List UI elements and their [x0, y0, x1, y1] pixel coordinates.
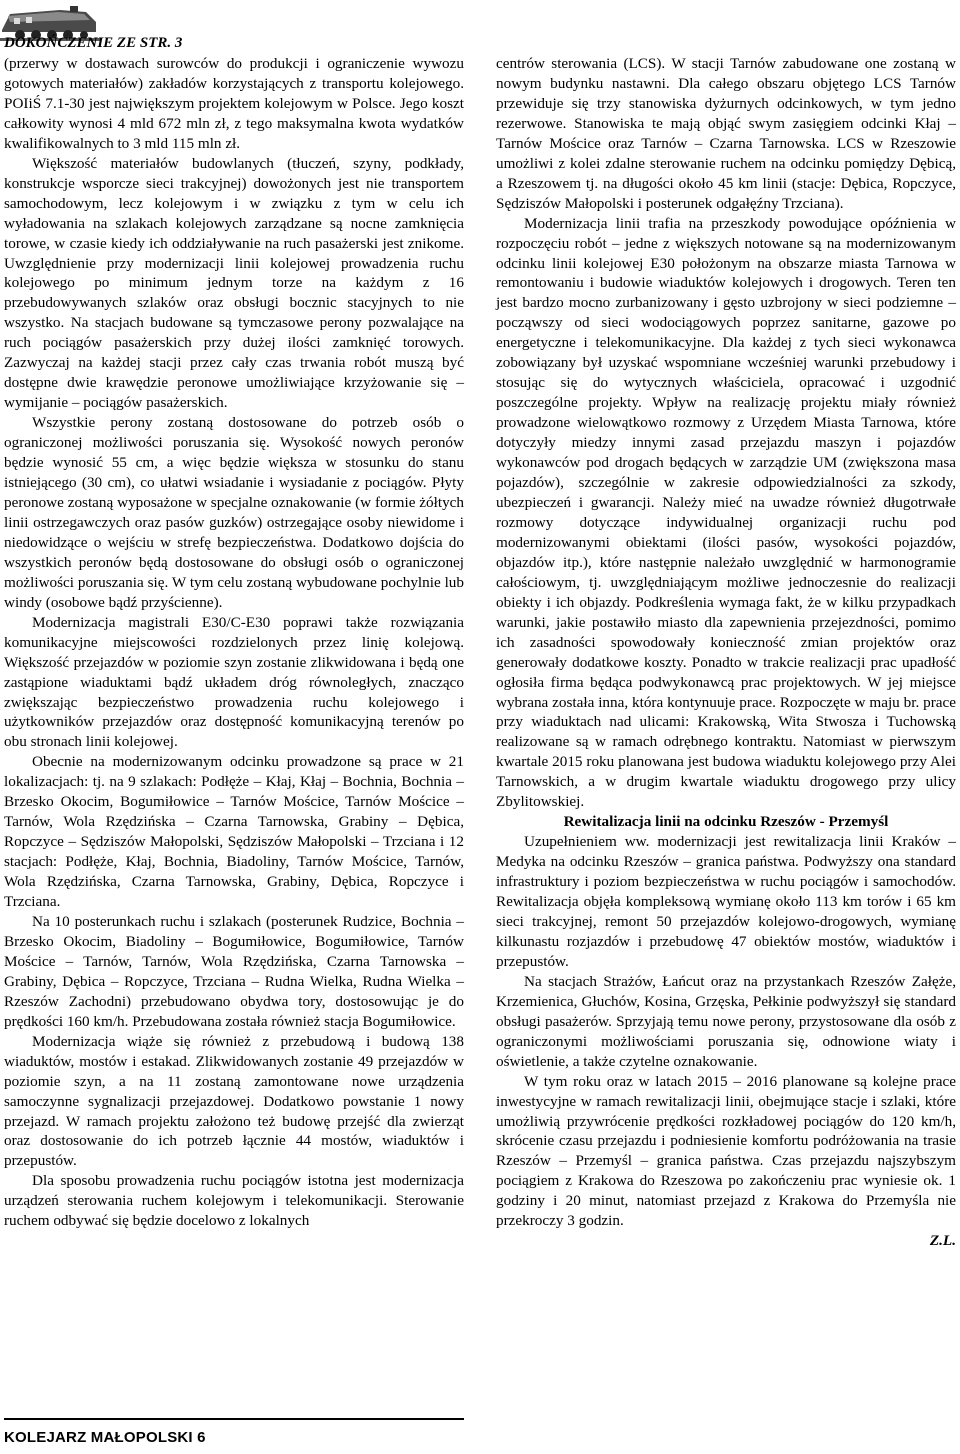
paragraph: (przerwy w dostawach surowców do produkcji i ograniczenie wywozu gotowych materiałów) zakładów korzystających z transportu kolejowego. POIiŚ 7.1-30 jest największym projektem kolejowym w Polsce. Jego koszt całkowity wynosi 4 mld 672 mln zł, z tego maksymalna kwota wydatków kwalifikowalnych to 3 mld 115 mln zł.	[4, 55, 464, 152]
continued-from-label: DOKOŃCZENIE ZE STR. 3	[4, 35, 183, 51]
paragraph: Modernizacja wiąże się również z przebudową i budową 138 wiaduktów, mostów i estakad. Zlikwidowanych zostanie 49 przejazdów w poziomie szyn, a na 11 zostaną zamontowane nowe urządzenia samoczynne sygnalizacji przejazdowej. Dodatkowo powstanie 1 nowy przejazd. W ramach projektu założono też budowę przejść dla zwierząt oraz dostosowanie do ich potrzeb łącznie 44 mostów, wiaduktów i przepustów.	[4, 1032, 464, 1170]
left-text-column	[4, 54, 464, 1231]
paragraph: Modernizacja linii trafia na przeszkody powodujące opóźnienia w rozpoczęciu robót – jedne z większych notowane są na modernizowanym odcinku linii kolejowej E30 położonym na obszarze miasta Tarnowa w remontowaniu i budowie wiaduktów kolejowych i drogowych. Teren ten jest bardzo mocno zurbanizowany i gęsto uzbrojony w sieci podziemne – począwszy od sieci wodociągowych poprzez sanitarne, gazowe po energetyczne i telekomunikacyjne. Dla każdej z tych sieci wykonawca zobowiązany był uzyskać wspomniane wcześniej warunki przebudowy i stosując się do wytycznych właściciela, opracować i uzgodnić poszczególne projekty. Wpływ na realizację projektu miały również prowadzone wielowątkowo rozmowy z Urzędem Miasta Tarnowa, które dotyczyły miedzy innymi zasad przejazdu maszyn i pojazdów wykonawców pod drogach będących w zarządzie UM (zwiększona masa pojazdów), szczególnie w zakresie odpowiedzialności za szkody, ubezpieczeń i gwarancji. Należy mieć na uwadze również długotrwałe rozmowy dotyczące indywidualnej organizacji ruchu pod modernizowanymi obiektami (ilości pasów, wysokości pojazdów, objazdów itp.), które następnie należało uwzględnić w harmonogramie całościowym, tj. uwzględniającym możliwe jednoczesnie do realizacji obiekty i ich objazdy. Podkreślenia wymaga fakt, że w kilku przypadkach warunki, jakie postawiło miasto dla zapewnienia przejezdności, pomimo ich zasadności spowodowały konieczność zmian projektów oraz generowały dodatkowe koszty. Ponadto w trakcie realizacji prac upadłość ogłosiła firma będąca podwykonawcą prac projektowych. W jej miejsce wybrana została inna, która kontynuuje prace. Rozpoczęte w maju br. prace przy wiaduktach nad ulicami: Krakowską, Wita Stwosza i Tuchowską realizowane są w ramach odrębnego kontraktu. Natomiast w pierwszym kwartale 2015 roku planowana jest budowa wiaduktu kolejowego przy Alei Tarnowskich, a w drugim kwartale wiaduktu drogowego przy ulicy Zbylitowskiej.	[496, 214, 956, 811]
paragraph: W tym roku oraz w latach 2015 – 2016 planowane są kolejne prace inwestycyjne w ramach rewitalizacji linii, obejmujące stacje i szlaki, które umożliwią przywrócenie prędkości rozkładowej pociągów do 120 km/h, skrócenie czasu przejazdu i podniesienie komfortu podróżowania na trasie Rzeszów – Przemyśl – granica państwa. Czas przejazdu najszybszym pociągiem z Krakowa do Rzeszowa po zakończeniu prac wyniesie ok. 1 godziny i 20 minut, natomiast przejazd z Krakowa do Przemyśla nie przekroczy 3 godzin.	[496, 1072, 956, 1230]
paragraph: Obecnie na modernizowanym odcinku prowadzone są prace w 21 lokalizacjach: tj. na 9 szlakach: Podłęże – Kłaj, Kłaj – Bochnia, Bochnia – Brzesko Okocim, Bogumiłowice – Tarnów Mościce, Tarnów Mościce – Tarnów, Wola Rzędzińska – Czarna Tarnowska, Grabiny – Dębica, Ropczyce – Sędziszów Małopolski, Sędziszów Małopolski – Trzciana i 12 stacjach: Podłęże, Kłaj, Bochnia, Biadoliny, Tarnów Mościce, Tarnów, Wola Rzędzińska, Czarna Tarnowska, Grabiny, Dębica, Ropczyce i Trzciana.	[4, 753, 464, 911]
paragraph: Modernizacja magistrali E30/C-E30 poprawi także rozwiązania komunikacyjne miejscowości rozdzielonych przez linię kolejową. Większość przejazdów w poziomie szyn zostanie zlikwidowana i będą one zastąpione wiaduktami bądź układem dróg równoległych, znacząco zwiększając bezpieczeństwo prowadzenia ruchu kolejowego i użytkowników przejazdów oraz dostępność komunikacyjną terenów po obu stronach linii kolejowej.	[4, 613, 464, 751]
paragraph: Większość materiałów budowlanych (tłuczeń, szyny, podkłady, konstrukcje wsporcze sieci trakcyjnej) dowożonych jest nie transportem samochodowym, lecz kolejowym i w związku z tym w celu ich wyładowania na szlakach kolejowych zarządzane są nocne zamknięcia torowe, w czasie kiedy ich oddziaływanie na ruch pasażerski jest znikome. Uwzględnienie przy modernizacji linii kolejowej prowadzenia ruchu kolejowego po minimum jednym torze na każdym z 16 przebudowywanych szlaków oraz obsługi bocznic stacyjnych to nie wszystko. Na stacjach budowane są tymczasowe perony pozwalające na ruch pociągów pasażerskich przy dużej ilości zamknięć torowych. Zazwyczaj na każdej stacji przez cały czas trwania robót muszą być dostępne dwie krawędzie peronowe umożliwiające krzyżowanie się – wymijanie – pociągów pasażerskich.	[4, 154, 464, 412]
section-heading: Rewitalizacja linii na odcinku Rzeszów - Przemyśl	[563, 813, 889, 831]
paragraph: Na 10 posterunkach ruchu i szlakach (posterunek Rudzice, Bochnia – Brzesko Okocim, Biadoliny – Bogumiłowice, Bogumiłowice, Tarnów Mościce – Tarnów, Tarnów, Wola Rzędzińska, Czarna Tarnowska – Grabiny, Dębica – Ropczyce, Trzciana – Rudna Wielka, Rudna Wielka – Rzeszów Zachodni) przebudowano obydwa tory, dostosowując je do prędkości 160 km/h. Przebudowana została również stacja Bogumiłowice.	[4, 912, 464, 1030]
paragraph: Na stacjach Strażów, Łańcut oraz na przystankach Rzeszów Załęże, Krzemienica, Głuchów, Kosina, Grzęska, Pełkinie podwyższył się standard obsługi pasażerów. Sprzyjają temu nowe perony, przystosowane dla osób z ograniczonymi możliwościami poruszania się, odnowione wiaty i oświetlenie, a także czytelne oznakowanie.	[496, 972, 956, 1070]
paragraph: centrów sterowania (LCS). W stacji Tarnów zabudowane one zostaną w nowym budynku nastawni. Dla całego obszaru objętego LCS Tarnów przewiduje się trzy stanowiska dyżurnych odcinkowych, w tym jedno rezerwowe. Stanowiska te mają objąć swym zasięgiem odcinki Kłaj – Tarnów Mościce oraz Tarnów – Czarna Tarnowska. LCS w Rzeszowie umożliwi z kolei zdalne sterowanie ruchem na odcinku pomiędzy Dębicą, a Rzeszowem tj. na długości około 45 km linii (stacje: Dębica, Ropczyce, Sędziszów Małopolski i posterunek odgałęźny Trzciana).	[496, 55, 956, 212]
paragraph: Wszystkie perony zostaną dostosowane do potrzeb osób o ograniczonej możliwości poruszania się. Wysokość nowych peronów będzie wynosić 55 cm, a więc będzie większa w stosunku do stanu istniejącego (30 cm), co ułatwi wsiadanie i wysiadanie z pociągów. Płyty peronowe zostaną wyposażone w specjalne oznakowanie (w formie żółtych linii ostrzegawczych oraz pasów guzków) ostrzegające osoby niewidome i niedowidzące o wejściu w strefę bezpieczeństwa. Dodatkowo dojścia do wszystkich peronów będą dostosowane do obsługi osób o ograniczonej możliwości poruszania się. W tym celu zostaną wybudowane pochylnie lub windy (osobowe bądź przyścienne).	[4, 414, 464, 611]
publication-footer: KOLEJARZ MAŁOPOLSKI 6	[4, 1429, 206, 1446]
paragraph: Dla sposobu prowadzenia ruchu pociągów istotna jest modernizacja urządzeń sterowania ruchem kolejowym i telekomunikacji. Sterowanie ruchem odbywać się będzie docelowo z lokalnych	[4, 1172, 464, 1230]
paragraph: Uzupełnieniem ww. modernizacji jest rewitalizacja linii Kraków – Medyka na odcinku Rzeszów – granica państwa. Podwyższy ona standard infrastruktury i poziom bezpieczeństwa w ruchu pociągów i samochodów. Rewitalizacja objęła kompleksową wymianę około 113 km torów i 65 km sieci trakcyjnej, remont 50 przejazdów kolejowo-drogowych, wymianę kilkunastu rozjazdów i przebudowę 47 obiektów mostów, wiaduktów i przepustów.	[496, 833, 956, 970]
footer-divider	[4, 1418, 464, 1420]
right-text-column	[496, 54, 956, 1251]
author-signature: Z.L.	[929, 1232, 956, 1250]
